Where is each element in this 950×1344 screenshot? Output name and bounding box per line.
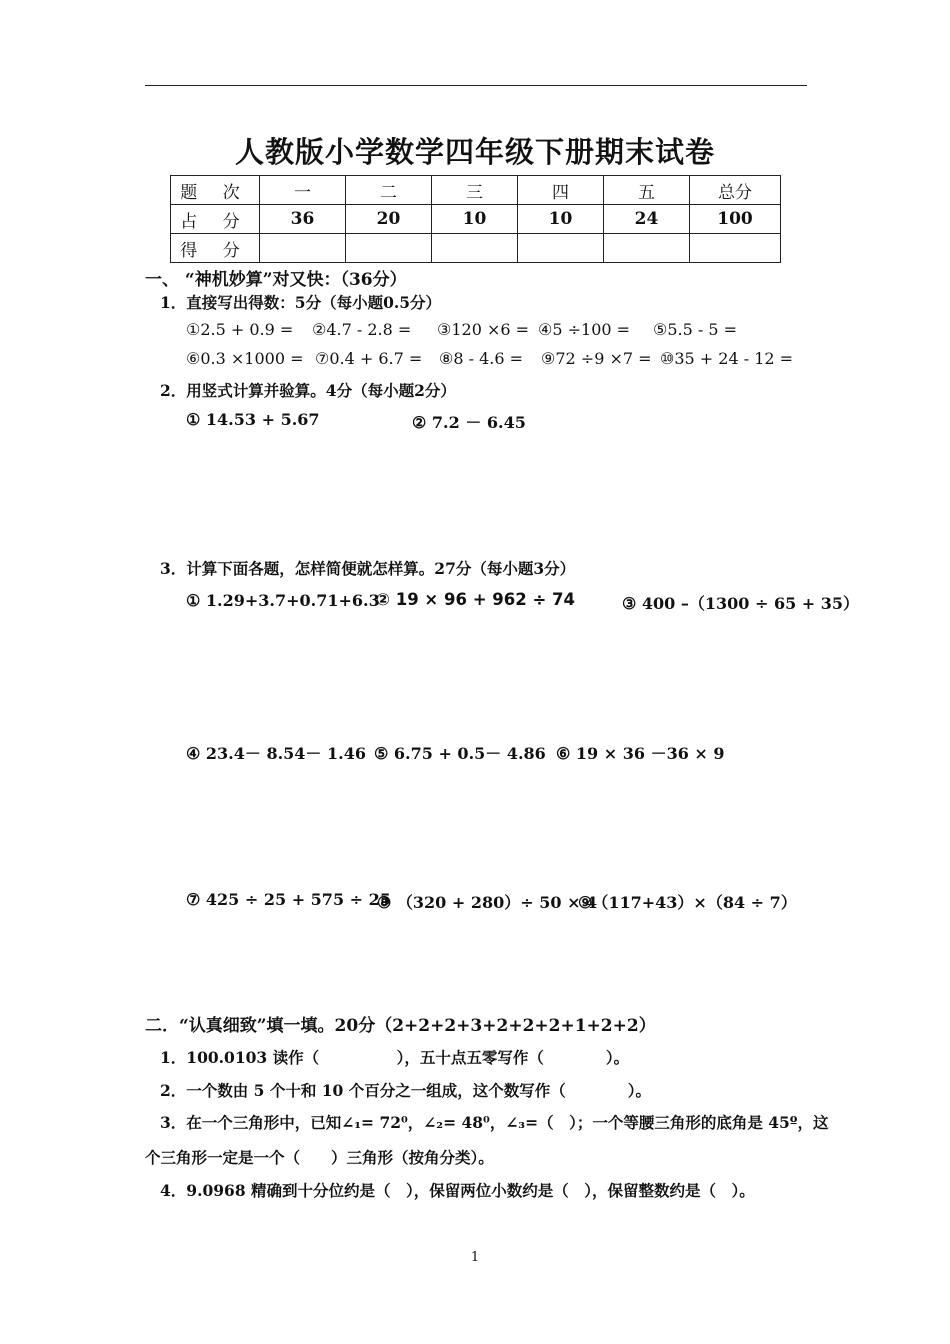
table-cell: 20 xyxy=(346,205,432,234)
problem-item: ① 14.53 + 5.67 xyxy=(186,410,320,429)
table-cell: 三 xyxy=(432,176,518,205)
table-cell: 五 xyxy=(604,176,690,205)
page-number: 1 xyxy=(470,1250,480,1265)
score-table-header-row xyxy=(171,176,781,205)
table-cell: 100 xyxy=(690,205,781,234)
score-input-cell[interactable] xyxy=(432,234,518,263)
problem-item: ⑩35 + 24 - 12 = xyxy=(660,349,794,368)
table-cell: 得 分 xyxy=(171,234,260,263)
problem-item: ⑨（117+43）×（84 ÷ 7） xyxy=(578,893,797,912)
table-cell: 10 xyxy=(432,205,518,234)
problem-item: ③ 400 –（1300 ÷ 65 + 35） xyxy=(622,594,860,613)
score-input-cell[interactable] xyxy=(690,234,781,263)
score-table xyxy=(170,175,781,263)
problem-item: ②4.7 - 2.8 = xyxy=(312,320,412,339)
exam-title: 人教版小学数学四年级下册期末试卷 xyxy=(234,135,715,169)
score-input-cell[interactable] xyxy=(604,234,690,263)
problem-item: ⑥ 19 × 36 －36 × 9 xyxy=(556,744,725,763)
question-2-heading: 2．用竖式计算并验算。4分（每小题2分） xyxy=(160,381,456,400)
score-input-cell[interactable] xyxy=(260,234,346,263)
score-input-cell[interactable] xyxy=(346,234,432,263)
problem-item: ⑦0.4 + 6.7 = xyxy=(315,349,423,368)
section-1-heading: 一、 “神机妙算”对又快：（36分） xyxy=(145,270,407,290)
problem-item: ④ 23.4－ 8.54－ 1.46 xyxy=(186,744,366,763)
problem-item: ①2.5 + 0.9 = xyxy=(186,320,294,339)
table-cell: 二 xyxy=(346,176,432,205)
table-cell: 10 xyxy=(518,205,604,234)
problem-item: ② 19 × 96 + 962 ÷ 74 xyxy=(376,590,575,609)
table-cell: 总分 xyxy=(690,176,781,205)
question-3-heading: 3．计算下面各题，怎样简便就怎样算。27分（每小题3分） xyxy=(160,559,576,578)
problem-item: ① 1.29+3.7+0.71+6.3 xyxy=(186,591,380,610)
table-cell: 占 分 xyxy=(171,205,260,234)
score-table-points-row xyxy=(171,205,781,234)
problem-item: ⑧8 - 4.6 = xyxy=(439,349,524,368)
problem-item: ③120 ×6 = xyxy=(437,320,530,339)
fill-item: 1．100.0103 读作（ ），五十点五零写作（ ）。 xyxy=(160,1048,630,1067)
table-cell: 题 次 xyxy=(171,176,260,205)
problem-item: ② 7.2 － 6.45 xyxy=(412,413,526,432)
problem-item: ⑧ （320 + 280）÷ 50 × 4 xyxy=(377,893,598,912)
fill-item: 2．一个数由 5 个十和 10 个百分之一组成，这个数写作（ ）。 xyxy=(160,1081,651,1100)
problem-item: ⑤ 6.75 + 0.5－ 4.86 xyxy=(374,744,546,763)
table-cell: 36 xyxy=(260,205,346,234)
problem-item: ⑦ 425 ÷ 25 + 575 ÷ 25 xyxy=(186,890,391,909)
fill-item: 4．9.0968 精确到十分位约是（ ），保留两位小数约是（ ），保留整数约是（ ）。 xyxy=(160,1181,755,1200)
table-cell: 一 xyxy=(260,176,346,205)
score-input-cell[interactable] xyxy=(518,234,604,263)
section-2-heading: 二．“认真细致”填一填。20分（2+2+2+3+2+2+2+1+2+2） xyxy=(145,1016,656,1036)
score-table-earned-row xyxy=(171,234,781,263)
problem-item: ④5 ÷100 = xyxy=(538,320,631,339)
problem-item: ⑤5.5 - 5 = xyxy=(653,320,738,339)
question-1-heading: 1．直接写出得数：5分（每小题0.5分） xyxy=(160,293,442,312)
table-cell: 24 xyxy=(604,205,690,234)
table-cell: 四 xyxy=(518,176,604,205)
fill-item: 个三角形一定是一个（ ）三角形（按角分类）。 xyxy=(145,1148,494,1167)
fill-item: 3．在一个三角形中，已知∠₁= 72⁰，∠₂= 48⁰，∠₃=（ ）；一个等腰三角形的底角是 45º，这 xyxy=(160,1113,829,1132)
header-rule xyxy=(145,85,807,86)
problem-item: ⑥0.3 ×1000 = xyxy=(186,349,304,368)
problem-item: ⑨72 ÷9 ×7 = xyxy=(541,349,652,368)
